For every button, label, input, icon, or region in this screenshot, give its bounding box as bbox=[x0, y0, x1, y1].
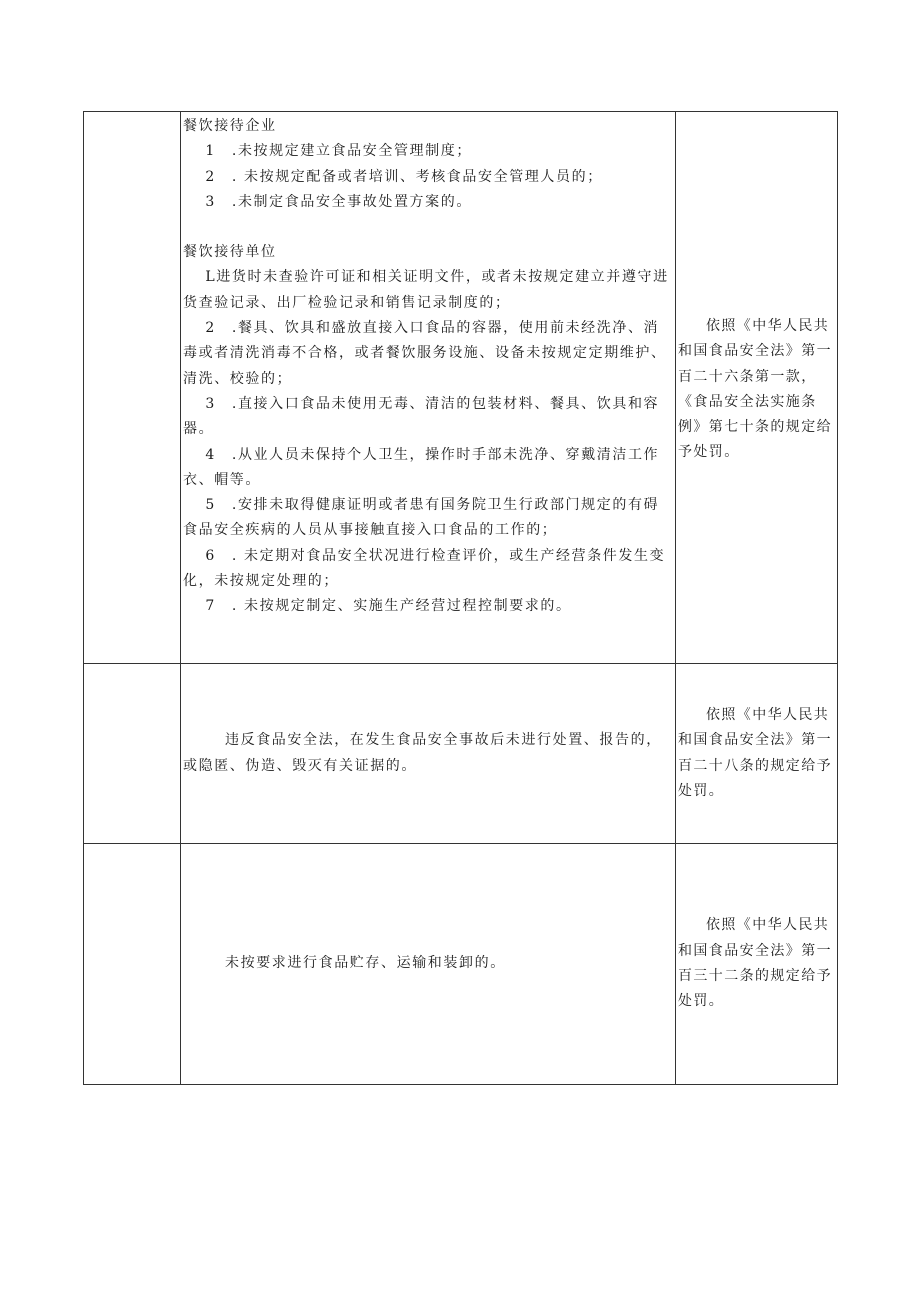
penalty-table bbox=[83, 111, 838, 1085]
list-item bbox=[183, 594, 673, 619]
list-item bbox=[183, 139, 673, 164]
table-row bbox=[84, 664, 838, 844]
violation-cell bbox=[181, 664, 676, 844]
item-text: .餐具、饮具和盛放直接入口食品的容器，使用前未经洗净、消毒或者清洗消毒不合格，或者餐饮服务设施、设备未按规定定期维护、清洗、校验的； bbox=[183, 320, 667, 387]
item-text: .安排未取得健康证明或者患有国务院卫生行政部门规定的有碍食品安全疾病的人员从事接触直接入口食品的工作的； bbox=[183, 497, 660, 539]
list-item bbox=[183, 392, 673, 443]
item-text: . 未按规定配备或者培训、考核食品安全管理人员的； bbox=[231, 168, 603, 185]
enterprise-list bbox=[183, 139, 673, 215]
item-number: 1 bbox=[205, 143, 216, 160]
item-number: 7 bbox=[205, 598, 216, 615]
violation-text: 未按要求进行食品贮存、运输和装卸的。 bbox=[225, 955, 506, 972]
basis-cell bbox=[676, 664, 838, 844]
item-text: .未制定食品安全事故处置方案的。 bbox=[231, 193, 472, 210]
penalty-basis: 依照《中华人民共和国食品安全法》第一百二十六条第一款，《食品安全法实施条例》第七十条的规定给予处罚。 bbox=[678, 318, 832, 461]
item-number: 3 bbox=[205, 395, 216, 412]
basis-cell bbox=[676, 844, 838, 1085]
category-cell bbox=[84, 112, 181, 664]
item-number: 3 bbox=[205, 193, 216, 210]
table-row bbox=[84, 112, 838, 664]
unit-heading: 餐饮接待单位 bbox=[183, 244, 277, 261]
list-item bbox=[183, 544, 673, 595]
table-row bbox=[84, 844, 838, 1085]
item-text: . 未定期对食品安全状况进行检查评价，或生产经营条件发生变化，未按规定处理的； bbox=[183, 547, 666, 590]
violation-text: 违反食品安全法，在发生食品安全事故后未进行处置、报告的，或隐匿、伪造、毁灭有关证据的。 bbox=[183, 732, 662, 774]
item-number: 6 bbox=[205, 547, 216, 564]
item-text: .从业人员未保持个人卫生，操作时手部未洗净、穿戴清洁工作衣、帽等。 bbox=[183, 446, 660, 488]
list-item bbox=[183, 190, 673, 215]
item-number: 4 bbox=[205, 446, 216, 463]
violation-cell bbox=[181, 112, 676, 664]
category-cell bbox=[84, 664, 181, 844]
item-number: 2 bbox=[205, 168, 216, 185]
item-number: 5 bbox=[205, 497, 216, 514]
violation-cell bbox=[181, 844, 676, 1085]
unit-list bbox=[183, 265, 673, 619]
list-item bbox=[183, 265, 673, 316]
list-item bbox=[183, 316, 673, 392]
item-text: .未按规定建立食品安全管理制度； bbox=[231, 143, 472, 160]
enterprise-heading: 餐饮接待企业 bbox=[183, 118, 277, 134]
penalty-basis: 依照《中华人民共和国食品安全法》第一百二十八条的规定给予处罚。 bbox=[678, 706, 832, 799]
list-item bbox=[183, 493, 673, 544]
penalty-basis: 依照《中华人民共和国食品安全法》第一百三十二条的规定给予处罚。 bbox=[678, 917, 832, 1010]
list-item bbox=[183, 165, 673, 190]
item-text: L进货时未查验许可证和相关证明文件，或者未按规定建立并遵守进货查验记录、出厂检验记录和销售记录制度的； bbox=[183, 269, 669, 311]
category-cell bbox=[84, 844, 181, 1085]
item-number: 2 bbox=[205, 320, 216, 337]
basis-cell bbox=[676, 112, 838, 664]
item-text: . 未按规定制定、实施生产经营过程控制要求的。 bbox=[231, 598, 572, 615]
list-item bbox=[183, 443, 673, 494]
item-text: .直接入口食品未使用无毒、清洁的包装材料、餐具、饮具和容器。 bbox=[183, 395, 660, 438]
